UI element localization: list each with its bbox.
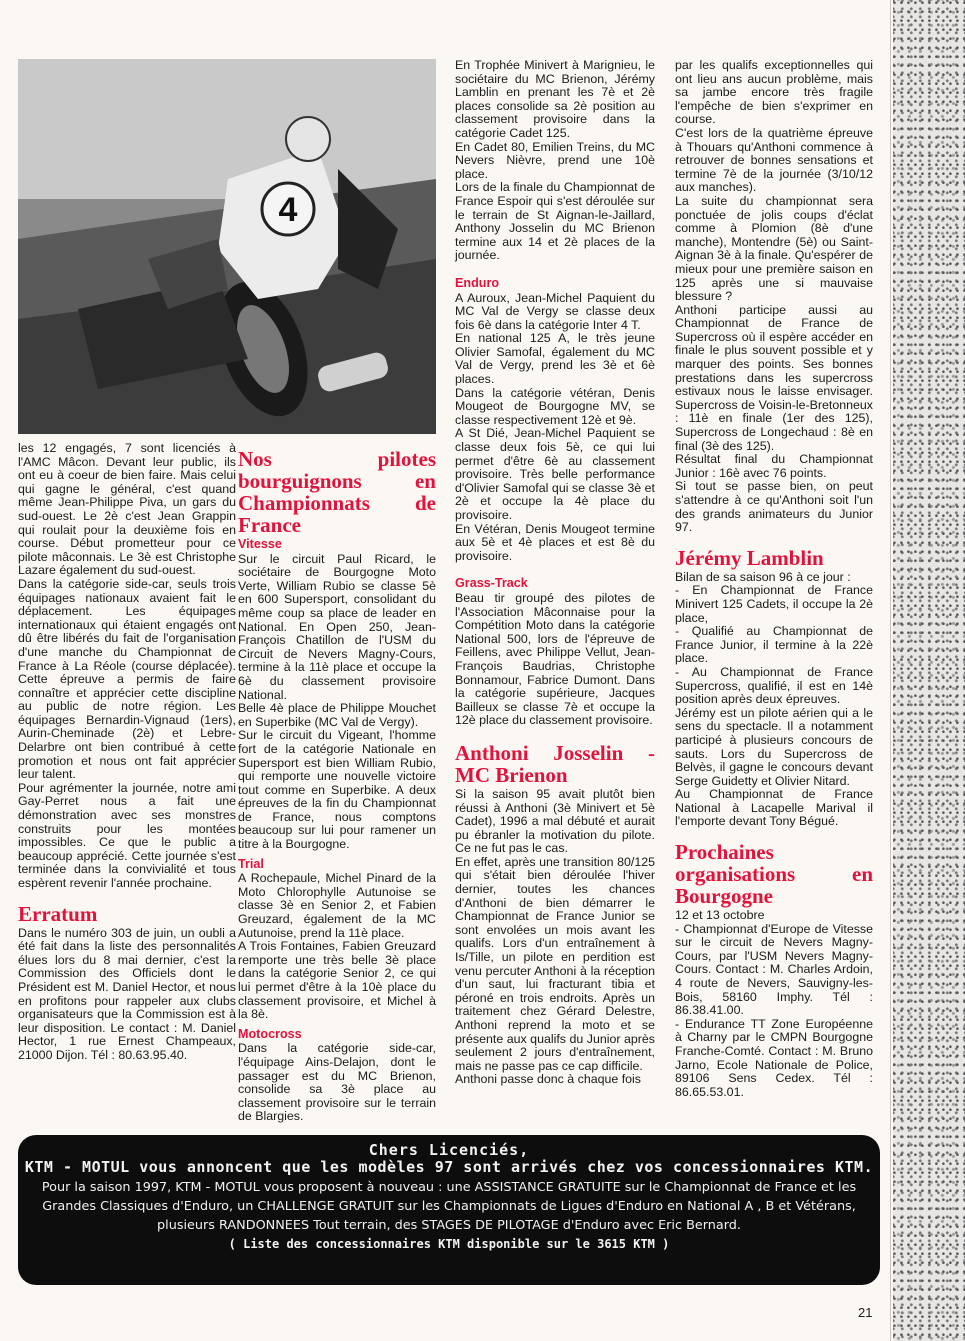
ktm-motul-banner: [18, 1135, 880, 1285]
section-heading-jeremy: Jérémy Lamblin: [675, 545, 824, 570]
vitesse-text: Sur le circuit du Vigeant, l'homme fort de la catégorie Nationale en Supersport est bien William Rubio, qui remporte une nouvelle victoire tout comme en Superbike. A deux épreuves de la fin du Championnat de France, nous comptons beaucoup sur lui pour ramener un titre à la Bourgogne.: [238, 728, 436, 852]
anthoni-text: Anthoni passe donc à chaque fois: [455, 1072, 641, 1087]
section-heading-anthoni: Anthoni Josselin - MC Brienon: [455, 740, 655, 787]
enduro-text: A St Dié, Jean-Michel Paquient se classe deux fois 5è, ce qui lui permet d'être 6è au classement provisoire. Très belle performance d'Olivier Samofal qui se classe 3è et 2è et occupe la 4è place du provisoire.: [455, 426, 655, 522]
number-plate: 4: [278, 191, 298, 229]
column-3: [455, 59, 655, 1087]
anthoni-text: Si la saison 95 avait plutôt bien réussi à Anthoni (3è Minivert et 5è Cadet), 1996 a mal débuté et aurait pu ébranler la motivation du pilote. Ce ne fut pas le cas.: [455, 786, 655, 856]
page-number: 21: [858, 1305, 873, 1320]
column-2: [238, 448, 436, 1124]
enduro-text: En Vétéran, Denis Mougeot termine aux 5è et 4è places et est 8è du provisoire.: [455, 521, 655, 563]
grass-track-text: Beau tir groupé des pilotes de l'Association Mâconnaise pour la Compétition Moto dans la catégorie National 500, lors de l'épreuve de Feillens, avec Philippe Vellut, Jean-François Baudrias, Christophe Bonnamour, Fabrice Dumont. Dans la catégorie supérieure, Jacques Bailleux se classe 7è et occupe la 12è place du classement provisoire.: [455, 590, 655, 728]
jeremy-text: Au Championnat de France National à Lacapelle Marival il l'emporte devant Tony Bégué.: [675, 787, 873, 829]
page-margin-line: [890, 0, 891, 1341]
subheading-grass-track: Grass-Track: [455, 576, 528, 591]
trial-text: A Trois Fontaines, Fabien Greuzard remporte une très belle 3è place dans la catégorie Senior 2, ce qui lui permet d'être à la 10è place du classement provisoire, et Michel à la 8è.: [238, 939, 436, 1022]
subheading-enduro: Enduro: [455, 275, 500, 290]
enduro-text: A Auroux, Jean-Michel Paquient du MC Val de Vergy se classe deux fois 6è dans la catégorie Inter 4 T.: [455, 290, 655, 332]
banner-body: Pour la saison 1997, KTM - MOTUL vous proposent à nouveau : une ASSISTANCE GRATUITE sur le Championnat de France et les Grandes Classiques d'Enduro, un CHALLENGE GRATUIT sur les Championnats de Ligues d'Enduro en National A , B et Vétérans, plusieurs RANDONNEES Tout terrain, des STAGES DE PILOTAGE d'Enduro avec Eric Bernard.: [41, 1180, 857, 1233]
jeremy-text: Bilan de sa saison 96 à ce jour :: [675, 569, 851, 584]
article-paragraph: C'est lors de la quatrième épreuve à Thouars qu'Anthoni commence à retrouver de bonnes sensations et termine 7è de la journée (3/10/12 aux manches).: [675, 125, 873, 195]
page-edge-texture: [893, 0, 965, 1341]
jeremy-list-item: - Au Championnat de France Supercross, qualifié, il est en 14è position après deux épreuves.: [675, 664, 873, 707]
prochaines-date: 12 et 13 octobre: [675, 908, 765, 923]
erratum-text: Dans le numéro 303 de juin, un oubli a été fait dans la liste des personnalités élues lors du 8 mai dernier, c'est la Commission des Officiels dont le Président est M. Daniel Hector, et nous en profitons pour rappeler aux clubs organisateurs que la Commission est à leur disposition. Le contact : M. Daniel Hector, 1 rue Ernest Champeaux, 21000 Dijon. Tél : 80.63.95.40.: [18, 925, 236, 1062]
article-paragraph: Si tout se passe bien, on peut s'attendre à ce qu'Anthoni soit l'un des grands animateurs du Junior 97.: [675, 479, 873, 535]
section-heading-nos-pilotes: Nos pilotes bourguignons en Championnats de France: [238, 447, 436, 537]
enduro-text: En national 125 A, le très jeune Olivier Samofal, également du MC Val de Vergy, prend les 3è et 6è places.: [455, 331, 655, 387]
subheading-vitesse: Vitesse: [238, 537, 282, 551]
column-1: [18, 442, 236, 1063]
article-paragraph: par les qualifs exceptionnelles qui ont lieu ans aucun problème, mais sa jambe encore très fragile l'empêche de bien s'exprimer en course.: [675, 58, 873, 127]
article-paragraph: Résultat final du Championnat Junior : 16è avec 76 points.: [675, 452, 873, 480]
sidecar-illustration: [18, 59, 436, 434]
article-continuation: les 12 engagés, 7 sont licenciés à l'AMC Mâcon. Devant leur public, ils ont eu à coeur de bien faire. Mais celui qui gagne le général, c'est quand même Jean-Philippe Piva, un gars du sud-ouest. Le 2è c'est Jean Grappin qui roulait pour la deuxième fois en course. Début prometteur pour ce pilote mâconnais. Le 3è est Christophe Lazare également du sud-ouest.: [18, 441, 236, 578]
vitesse-text: Belle 4è place de Philippe Mouchet en Superbike (MC Val de Vergy).: [238, 701, 436, 729]
vitesse-text: Sur le circuit Paul Ricard, le sociétaire de Bourgogne Moto Verte, William Rubio se classe 5è en 600 Supersport, consolidant du même coup sa place de leader en National. En Open 250, Jean-François Chatillon de l'USM du Circuit de Nevers Magny-Cours, termine à la 11è place et occupe la 6è du classement provisoire National.: [238, 551, 436, 702]
article-paragraph: En Cadet 80, Emilien Treins, du MC Nevers Nièvre, prend une 10è place.: [455, 139, 655, 181]
article-paragraph: Anthoni participe aussi au Championnat de France de Supercross où il espère accéder en finale le plus souvent possible et y marquer des points. Ses bonnes prestations dans les supercross estivaux nous le laisse envisager. Supercross de Voisin-le-Bretonneux : 11è en finale (1er des 125), Supercross de Longechaud : 8è en final (3è des 125).: [675, 302, 873, 453]
article-paragraph: Dans la catégorie side-car, seuls trois équipages nationaux avaient fait le déplacement. Les équipages internationaux qui étaient engagés ont dû être libérés du fait de l'organisation d'une manche du Championnat de France à La Réole (course déplacée). Cette épreuve a permis de faire connaître et apprécier cette discipline au public de notre région. Les équipages Bernardin-Vignaud (1ers), Aurin-Cheminade (2è) et Lebre-Delarbre ont bien contribué à cette promotion et nous ont fait apprécier leur talent.: [18, 576, 236, 782]
anthoni-text: En effet, après une transition 80/125 qui s'était bien déroulée l'hiver dernier, toutes les chances d'Anthoni de bien démarrer le Championnat de France Junior se sont envolées un mois avant les qualifs. Lors d'un entraînement à Is/Tille, un pilote en perdition est venu percuter Anthoni à la réception d'un saut, lui fracturant tibia et péroné en trois endroits. Après un traitement chez Gérard Delestre, Anthoni reprend la moto et se présente aux qualifs du Junior après seulement 2 jours d'entraînement, mais ne passe pas ce cap difficile.: [455, 854, 655, 1073]
jeremy-list-item: - En Championnat de France Minivert 125 Cadets, il occupe la 2è place,: [675, 583, 873, 625]
article-paragraph: Lors de la finale du Championnat de France Espoir qui s'est déroulée sur le terrain de St Aignan-le-Jaillard, Anthony Josselin du MC Brienon termine aux 14 et 2è places de la journée.: [455, 180, 655, 263]
banner-greeting: Chers Licenciés,: [368, 1141, 530, 1159]
article-paragraph: En Trophée Minivert à Marignieu, le sociétaire du MC Brienon, Jérémy Lamblin en prenant les 7è et 2è places consolide sa 2è position au classement provisoire dans la catégorie Cadet 125.: [455, 58, 655, 140]
article-paragraph: La suite du championnat sera ponctuée de jolis coups d'éclat comme à Plomion (8è d'une manche), Montendre (5è) ou Saint-Aignan 3è à la finale. Qu'espérer de mieux pour une première saison en 125 après une si mauvaise blessure ?: [675, 193, 873, 304]
erratum-heading: Erratum: [18, 901, 98, 926]
section-heading-prochaines: Prochaines organisations en Bourgogne: [675, 840, 873, 909]
column-4: [675, 59, 873, 1099]
article-paragraph: Pour agrémenter la journée, notre ami Gay-Perret nous a fait une démonstration avec ses monstres construits pour les montées impossibles. Ce que le public a beaucoup apprécié. Cette journée s'est terminée dans la convivialité et tous espèrent revenir l'année prochaine.: [18, 780, 236, 890]
trial-text: A Rochepaule, Michel Pinard de la Moto Chlorophylle Autunoise se classe 3è en Senior 2, et Fabien Greuzard, également de la MC Autunoise, prend la 11è place.: [238, 871, 436, 940]
enduro-text: Dans la catégorie vétéran, Denis Mougeot de Bourgogne MV, se classe respectivement 12è et 9è.: [455, 385, 655, 427]
subheading-trial: Trial: [238, 856, 264, 871]
sidecar-photo: [18, 59, 436, 434]
jeremy-text: Jérémy est un pilote aérien qui a le sens du spectacle. Il a notamment participé à plusieurs concours de sauts. Lors du Supercross de Belvès, il gagne le concours devant Serge Guidetty et Olivier Nitard.: [675, 705, 873, 788]
jeremy-list-item: - Qualifié au Championnat de France Junior, il termine à la 22è place.: [675, 624, 873, 666]
prochaines-item: - Championnat d'Europe de Vitesse sur le circuit de Nevers Magny-Cours, par l'USM Nevers Magny-Cours. Contact : M. Charles Ardoin, 4 route de Nevers, Sauvigny-les-Bois, 58160 Imphy. Tél : 86.38.41.00.: [675, 921, 873, 1018]
prochaines-item: - Endurance TT Zone Européenne à Charny par le CMPN Bourgogne Franche-Comté. Contact : M. Bruno Jarno, Ecole Nationale de Police, 89106 Sens Cedex. Tél : 86.65.53.01.: [675, 1016, 873, 1099]
subheading-motocross: Motocross: [238, 1026, 302, 1041]
banner-dealer-note: ( Liste des concessionnaires KTM disponible sur le 3615 KTM ): [228, 1237, 670, 1251]
motocross-text: Dans la catégorie side-car, l'équipage Ains-Delajon, dont le passager est du MC Brienon, consolide sa 3è place au classement provisoire sur le terrain de Blargies.: [238, 1041, 436, 1124]
banner-announcement: KTM - MOTUL vous annoncent que les modèles 97 sont arrivés chez vos concessionnaires KTM.: [24, 1158, 874, 1176]
